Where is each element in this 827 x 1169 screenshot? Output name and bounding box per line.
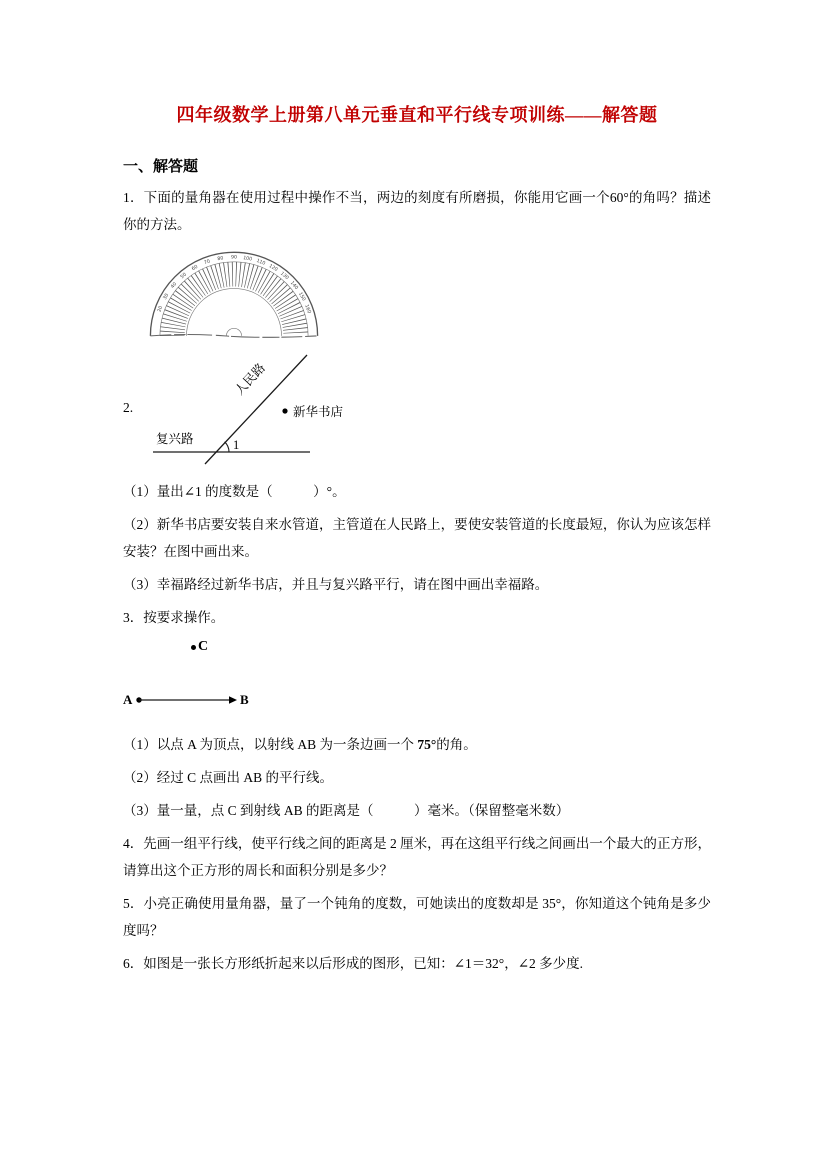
question-1-text: 1．下面的量角器在使用过程中操作不当，两边的刻度有所磨损，你能用它画一个60°的角吗？描述你的方法。: [123, 190, 711, 232]
protractor-scale-numbers: [157, 255, 312, 315]
page-title: 四年级数学上册第八单元垂直和平行线专项训练——解答题: [176, 105, 658, 125]
question-3-part-1: [123, 731, 711, 758]
question-2-number: 2.: [123, 400, 134, 415]
question-3-part-3: （3）量一量，点 C 到射线 AB 的距离是（ ）毫米。（保留整毫米数）: [123, 803, 570, 818]
protractor-degree-label: 130: [279, 271, 290, 282]
protractor-degree-label: 90: [230, 255, 238, 261]
question-3-part-1-suffix: 的角。: [436, 737, 477, 752]
angle-1-label: 1: [233, 438, 240, 452]
protractor-degree-label: 120: [267, 264, 279, 273]
point-b-label: B: [240, 692, 249, 707]
question-2-part-1: （1）量出∠1 的度数是（ ）°。: [123, 484, 346, 499]
protractor-number-ring-arc: [160, 262, 308, 336]
point-c-dot: [191, 645, 196, 650]
question-3-part-1-prefix: （1）以点 A 为顶点，以射线 AB 为一条边画一个: [123, 737, 418, 752]
roads-diagram: [149, 350, 374, 472]
protractor-degree-label: 140: [288, 280, 299, 291]
protractor-figure: [139, 250, 711, 344]
ray-ab-diagram: [123, 691, 258, 709]
question-3-part-2: （2）经过 C 点画出 AB 的平行线。: [123, 770, 334, 785]
protractor-outer-arc: [150, 252, 317, 336]
protractor-center-mark: [226, 328, 241, 336]
angle-75-value: 75°: [417, 737, 437, 752]
question-6-text: 6．如图是一张长方形纸折起来以后形成的图形，已知：∠1＝32°，∠2 多少度.: [123, 956, 584, 971]
point-a-label: A: [123, 692, 133, 707]
ray-figure: [123, 637, 711, 727]
fuxing-road-label: 复兴路: [156, 432, 194, 446]
protractor-degree-label: 70: [203, 259, 212, 267]
protractor-degree-label: 20: [157, 305, 165, 313]
point-c: [191, 639, 208, 655]
question-2-part-3: （3）幸福路经过新华书店，并且与复兴路平行，请在图中画出幸福路。: [123, 577, 549, 592]
protractor-degree-label: 50: [179, 272, 188, 281]
protractor-degree-label: 150: [297, 291, 306, 303]
question-3-text: 3．按要求操作。: [123, 610, 225, 625]
question-4-text: 4．先画一组平行线，使平行线之间的距离是 2 厘米，再在这组平行线之间画出一个最大的正方形，请算出这个正方形的周长和面积分别是多少？: [123, 836, 711, 878]
bookstore-label: 新华书店: [293, 405, 344, 419]
protractor-degree-label: 160: [303, 304, 312, 315]
ray-ab-arrowhead: [229, 696, 237, 704]
protractor-degree-label: 80: [217, 256, 224, 263]
protractor-degree-label: 100: [242, 256, 253, 263]
roads-figure: [123, 350, 711, 472]
question-5-text: 5．小亮正确使用量角器，量了一个钝角的度数，可她读出的度数却是 35°，你知道这个钝角是多少度吗？: [123, 896, 711, 938]
protractor-tick-marks: [172, 274, 296, 336]
protractor-degree-label: 60: [191, 264, 199, 273]
angle-1-arc: [225, 442, 229, 452]
bookstore-point: [282, 408, 287, 413]
protractor-degree-label: 40: [170, 281, 179, 290]
point-c-label: C: [198, 639, 209, 654]
section-heading: 一、解答题: [123, 159, 199, 175]
protractor-degree-label: 30: [162, 293, 171, 301]
question-2-part-2: （2）新华书店要安装自来水管道，主管道在人民路上，要使安装管道的长度最短，你认为应该怎样安装？在图中画出来。: [123, 517, 711, 559]
protractor-diagram: [139, 250, 329, 342]
renmin-road-label: 人民路: [232, 360, 268, 398]
protractor-degree-label: 110: [255, 258, 266, 267]
